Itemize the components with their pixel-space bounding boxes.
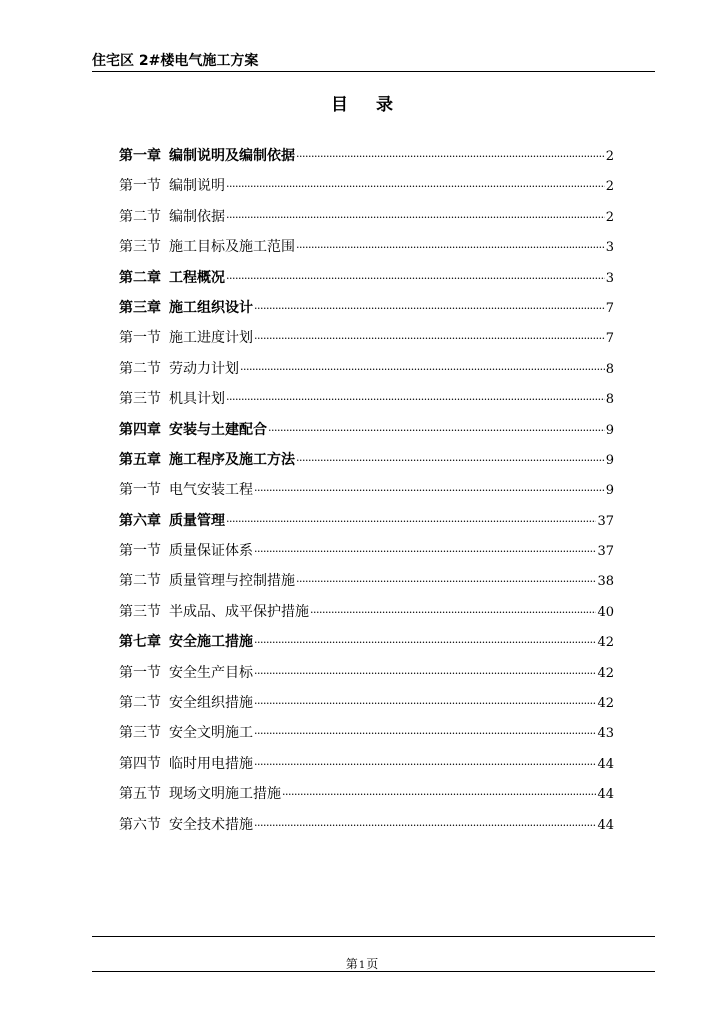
- toc-entry-number: 第二节: [119, 208, 161, 225]
- toc-dot-leader: [254, 659, 596, 689]
- toc-heading: 目录: [331, 95, 421, 115]
- toc-dot-leader: [282, 780, 596, 810]
- footer-page-prefix: 第: [345, 957, 358, 971]
- toc-entry-number: 第二章: [119, 269, 161, 286]
- toc-section-entry[interactable]: [119, 171, 614, 201]
- toc-section-entry[interactable]: [119, 688, 614, 718]
- toc-dot-leader: [296, 142, 605, 172]
- toc-section-entry[interactable]: [119, 202, 614, 232]
- toc-chapter-entry[interactable]: [119, 293, 614, 323]
- toc-entry-label: 安全技术措施: [169, 816, 253, 833]
- toc-entry-number: 第二节: [119, 573, 161, 590]
- toc-dot-leader: [296, 446, 605, 476]
- toc-entry-label: 安全施工措施: [169, 634, 253, 651]
- toc-entry-number: 第一节: [119, 543, 161, 560]
- toc-entry-page: 42: [597, 665, 614, 681]
- toc-entry-label: 安全生产目标: [169, 664, 253, 681]
- toc-section-entry[interactable]: [119, 354, 614, 384]
- toc-entry-number: 第三节: [119, 239, 161, 256]
- toc-entry-label: 安全组织措施: [169, 695, 253, 712]
- toc-entry-number: 第三章: [119, 299, 161, 316]
- toc-entry-page: 9: [605, 483, 614, 499]
- toc-section-entry[interactable]: [119, 749, 614, 779]
- footer-page-suffix: 页: [366, 957, 379, 971]
- toc-entry-page: 2: [605, 209, 614, 225]
- toc-entry-page: 3: [605, 240, 614, 256]
- toc-entry-label: 施工目标及施工范围: [169, 239, 295, 256]
- toc-entry-number: 第七章: [119, 634, 161, 651]
- toc-entry-number: 第五节: [119, 786, 161, 803]
- toc-entry-page: 2: [605, 149, 614, 164]
- toc-section-entry[interactable]: [119, 597, 614, 627]
- toc-section-entry[interactable]: [119, 566, 614, 596]
- toc-entry-label: 电气安装工程: [169, 482, 253, 499]
- toc-entry-page: 9: [605, 422, 614, 438]
- toc-entry-page: 37: [597, 513, 614, 529]
- toc-entry-page: 8: [605, 361, 614, 377]
- toc-dot-leader: [254, 689, 596, 719]
- toc-entry-label: 机具计划: [169, 391, 225, 408]
- toc-section-entry[interactable]: [119, 779, 614, 809]
- toc-entry-label: 质量保证体系: [169, 543, 253, 560]
- toc-dot-leader: [226, 264, 605, 294]
- toc-entry-number: 第二节: [119, 360, 161, 377]
- toc-entry-label: 劳动力计划: [169, 360, 239, 377]
- toc-dot-leader: [254, 750, 596, 780]
- toc-entry-number: 第六节: [119, 816, 161, 833]
- toc-section-entry[interactable]: [119, 232, 614, 262]
- toc-section-entry[interactable]: [119, 475, 614, 505]
- toc-entry-number: 第六章: [119, 512, 161, 529]
- toc-dot-leader: [268, 416, 605, 446]
- toc-entry-label: 编制说明及编制依据: [169, 148, 295, 164]
- toc-dot-leader: [310, 598, 596, 628]
- toc-entry-page: 3: [605, 270, 614, 286]
- toc-dot-leader: [296, 233, 605, 263]
- toc-entry-page: 9: [605, 452, 614, 468]
- toc-dot-leader: [226, 507, 596, 537]
- toc-entry-page: 44: [597, 756, 614, 772]
- toc-entry-label: 临时用电措施: [169, 755, 253, 772]
- toc-dot-leader: [254, 628, 596, 658]
- toc-entry-label: 编制依据: [169, 208, 225, 225]
- toc-entry-number: 第一节: [119, 664, 161, 681]
- toc-entry-page: 38: [597, 574, 614, 590]
- toc-chapter-entry[interactable]: [119, 627, 614, 657]
- document-header-title: 住宅区 2#楼电气施工方案: [92, 53, 259, 69]
- toc-entry-page: 7: [605, 331, 614, 347]
- toc-dot-leader: [226, 172, 605, 202]
- footer-divider-bottom: [92, 971, 655, 972]
- toc-section-entry[interactable]: [119, 718, 614, 748]
- toc-entry-number: 第一节: [119, 482, 161, 499]
- toc-entry-page: 44: [597, 817, 614, 833]
- toc-chapter-entry[interactable]: [119, 506, 614, 536]
- toc-chapter-entry[interactable]: [119, 141, 614, 171]
- toc-entry-number: 第一章: [119, 148, 161, 164]
- toc-dot-leader: [296, 567, 596, 597]
- toc-chapter-entry[interactable]: [119, 445, 614, 475]
- toc-entry-number: 第三节: [119, 725, 161, 742]
- toc-dot-leader: [254, 294, 605, 324]
- toc-entry-label: 质量管理与控制措施: [169, 573, 295, 590]
- header-divider: [92, 71, 655, 72]
- toc-section-entry[interactable]: [119, 658, 614, 688]
- toc-entry-number: 第二节: [119, 695, 161, 712]
- toc-entry-page: 7: [605, 300, 614, 316]
- toc-entry-label: 安全文明施工: [169, 725, 253, 742]
- toc-dot-leader: [254, 719, 596, 749]
- toc-entry-page: 44: [597, 787, 614, 803]
- toc-entry-number: 第四章: [119, 421, 161, 438]
- footer-page-value: 1: [358, 960, 366, 971]
- toc-entry-label: 质量管理: [169, 512, 225, 529]
- toc-entry-page: 40: [597, 604, 614, 620]
- toc-entry-page: 2: [605, 179, 614, 195]
- toc-entry-label: 施工进度计划: [169, 330, 253, 347]
- toc-dot-leader: [254, 537, 596, 567]
- toc-entry-label: 安装与土建配合: [169, 421, 267, 438]
- toc-entry-label: 施工程序及施工方法: [169, 451, 295, 468]
- toc-entry-page: 42: [597, 696, 614, 712]
- toc-dot-leader: [254, 476, 605, 506]
- toc-section-entry[interactable]: [119, 323, 614, 353]
- toc-entry-number: 第四节: [119, 755, 161, 772]
- toc-entry-label: 现场文明施工措施: [169, 786, 281, 803]
- toc-entry-label: 工程概况: [169, 269, 225, 286]
- toc-entry-page: 42: [597, 635, 614, 651]
- toc-chapter-entry[interactable]: [119, 263, 614, 293]
- toc-entry-page: 37: [597, 544, 614, 560]
- toc-section-entry[interactable]: [119, 536, 614, 566]
- toc-entry-number: 第一节: [119, 178, 161, 195]
- toc-entry-number: 第一节: [119, 330, 161, 347]
- toc-dot-leader: [226, 203, 605, 233]
- footer-divider-top: [92, 936, 655, 937]
- toc-entry-label: 半成品、成平保护措施: [169, 603, 309, 620]
- toc-entry-number: 第三节: [119, 603, 161, 620]
- toc-dot-leader: [254, 324, 605, 354]
- toc-entry-label: 编制说明: [169, 178, 225, 195]
- toc-entry-number: 第五章: [119, 451, 161, 468]
- toc-entry-number: 第三节: [119, 391, 161, 408]
- toc-section-entry[interactable]: [119, 384, 614, 414]
- toc-section-entry[interactable]: [119, 810, 614, 840]
- toc-entry-page: 8: [605, 392, 614, 408]
- toc-dot-leader: [240, 355, 605, 385]
- table-of-contents: [119, 141, 614, 840]
- toc-chapter-entry[interactable]: [119, 415, 614, 445]
- toc-dot-leader: [254, 811, 596, 841]
- toc-entry-page: 43: [597, 726, 614, 742]
- toc-entry-label: 施工组织设计: [169, 299, 253, 316]
- toc-dot-leader: [226, 385, 605, 415]
